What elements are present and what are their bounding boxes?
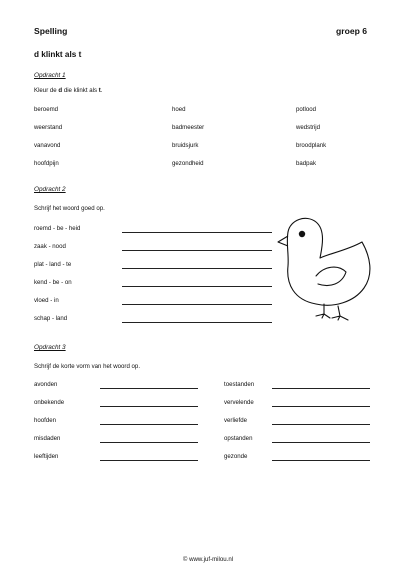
word-prompt: vervelende — [224, 399, 254, 406]
opdracht-1-instruction: Kleur de d die klinkt als t. — [34, 87, 103, 94]
answer-line[interactable] — [122, 286, 272, 287]
word-prompt: zaak - nood — [34, 243, 66, 250]
answer-line[interactable] — [272, 442, 370, 443]
word-prompt: plat - land - te — [34, 261, 72, 268]
word-prompt: toestanden — [224, 381, 255, 388]
opdracht-2-instruction: Schrijf het woord goed op. — [34, 205, 105, 212]
opdracht-2-heading: Opdracht 2 — [34, 186, 66, 193]
word-cell: hoofdpijn — [34, 160, 59, 167]
word-prompt: vloed - in — [34, 297, 59, 304]
opdracht-3-heading: Opdracht 3 — [34, 344, 66, 351]
word-cell: weerstand — [34, 124, 63, 131]
word-prompt: opstanden — [224, 435, 253, 442]
word-prompt: verliefde — [224, 417, 248, 424]
word-prompt: avonden — [34, 381, 58, 388]
word-cell: gezondheid — [172, 160, 204, 167]
word-prompt: leeftijden — [34, 453, 59, 460]
word-cell: bruidsjurk — [172, 142, 199, 149]
word-cell: potlood — [296, 106, 316, 113]
answer-line[interactable] — [272, 388, 370, 389]
grade-label: groep 6 — [336, 26, 368, 36]
word-cell: beroemd — [34, 106, 59, 113]
answer-line[interactable] — [100, 424, 198, 425]
word-prompt: hoofden — [34, 417, 57, 424]
word-prompt: roemd - be - heid — [34, 225, 81, 232]
answer-line[interactable] — [122, 250, 272, 251]
word-cell: broodplank — [296, 142, 327, 149]
opdracht-3-instruction: Schrijf de korte vorm van het woord op. — [34, 363, 141, 370]
answer-line[interactable] — [122, 322, 272, 323]
answer-line[interactable] — [122, 304, 272, 305]
word-prompt: onbekende — [34, 399, 65, 406]
answer-line[interactable] — [272, 424, 370, 425]
word-prompt: gezonde — [224, 453, 248, 460]
answer-line[interactable] — [100, 406, 198, 407]
answer-line[interactable] — [100, 388, 198, 389]
word-prompt: schap - land — [34, 315, 68, 322]
footer-credit: © www.juf-milou.nl — [182, 556, 234, 563]
word-cell: badmeester — [172, 124, 205, 131]
word-prompt: kend - be - on — [34, 279, 72, 286]
answer-line[interactable] — [122, 232, 272, 233]
page-title: Spelling — [34, 26, 68, 36]
opdracht-1-heading: Opdracht 1 — [34, 72, 66, 79]
word-cell: badpak — [296, 160, 316, 167]
worksheet-subtitle: d klinkt als t — [34, 50, 82, 59]
chick-icon — [276, 214, 376, 326]
answer-line[interactable] — [100, 460, 198, 461]
word-cell: hoed — [172, 106, 186, 113]
answer-line[interactable] — [122, 268, 272, 269]
word-cell: wedstrijd — [296, 124, 321, 131]
answer-line[interactable] — [100, 442, 198, 443]
word-cell: vanavond — [34, 142, 61, 149]
word-prompt: misdaden — [34, 435, 61, 442]
answer-line[interactable] — [272, 460, 370, 461]
answer-line[interactable] — [272, 406, 370, 407]
